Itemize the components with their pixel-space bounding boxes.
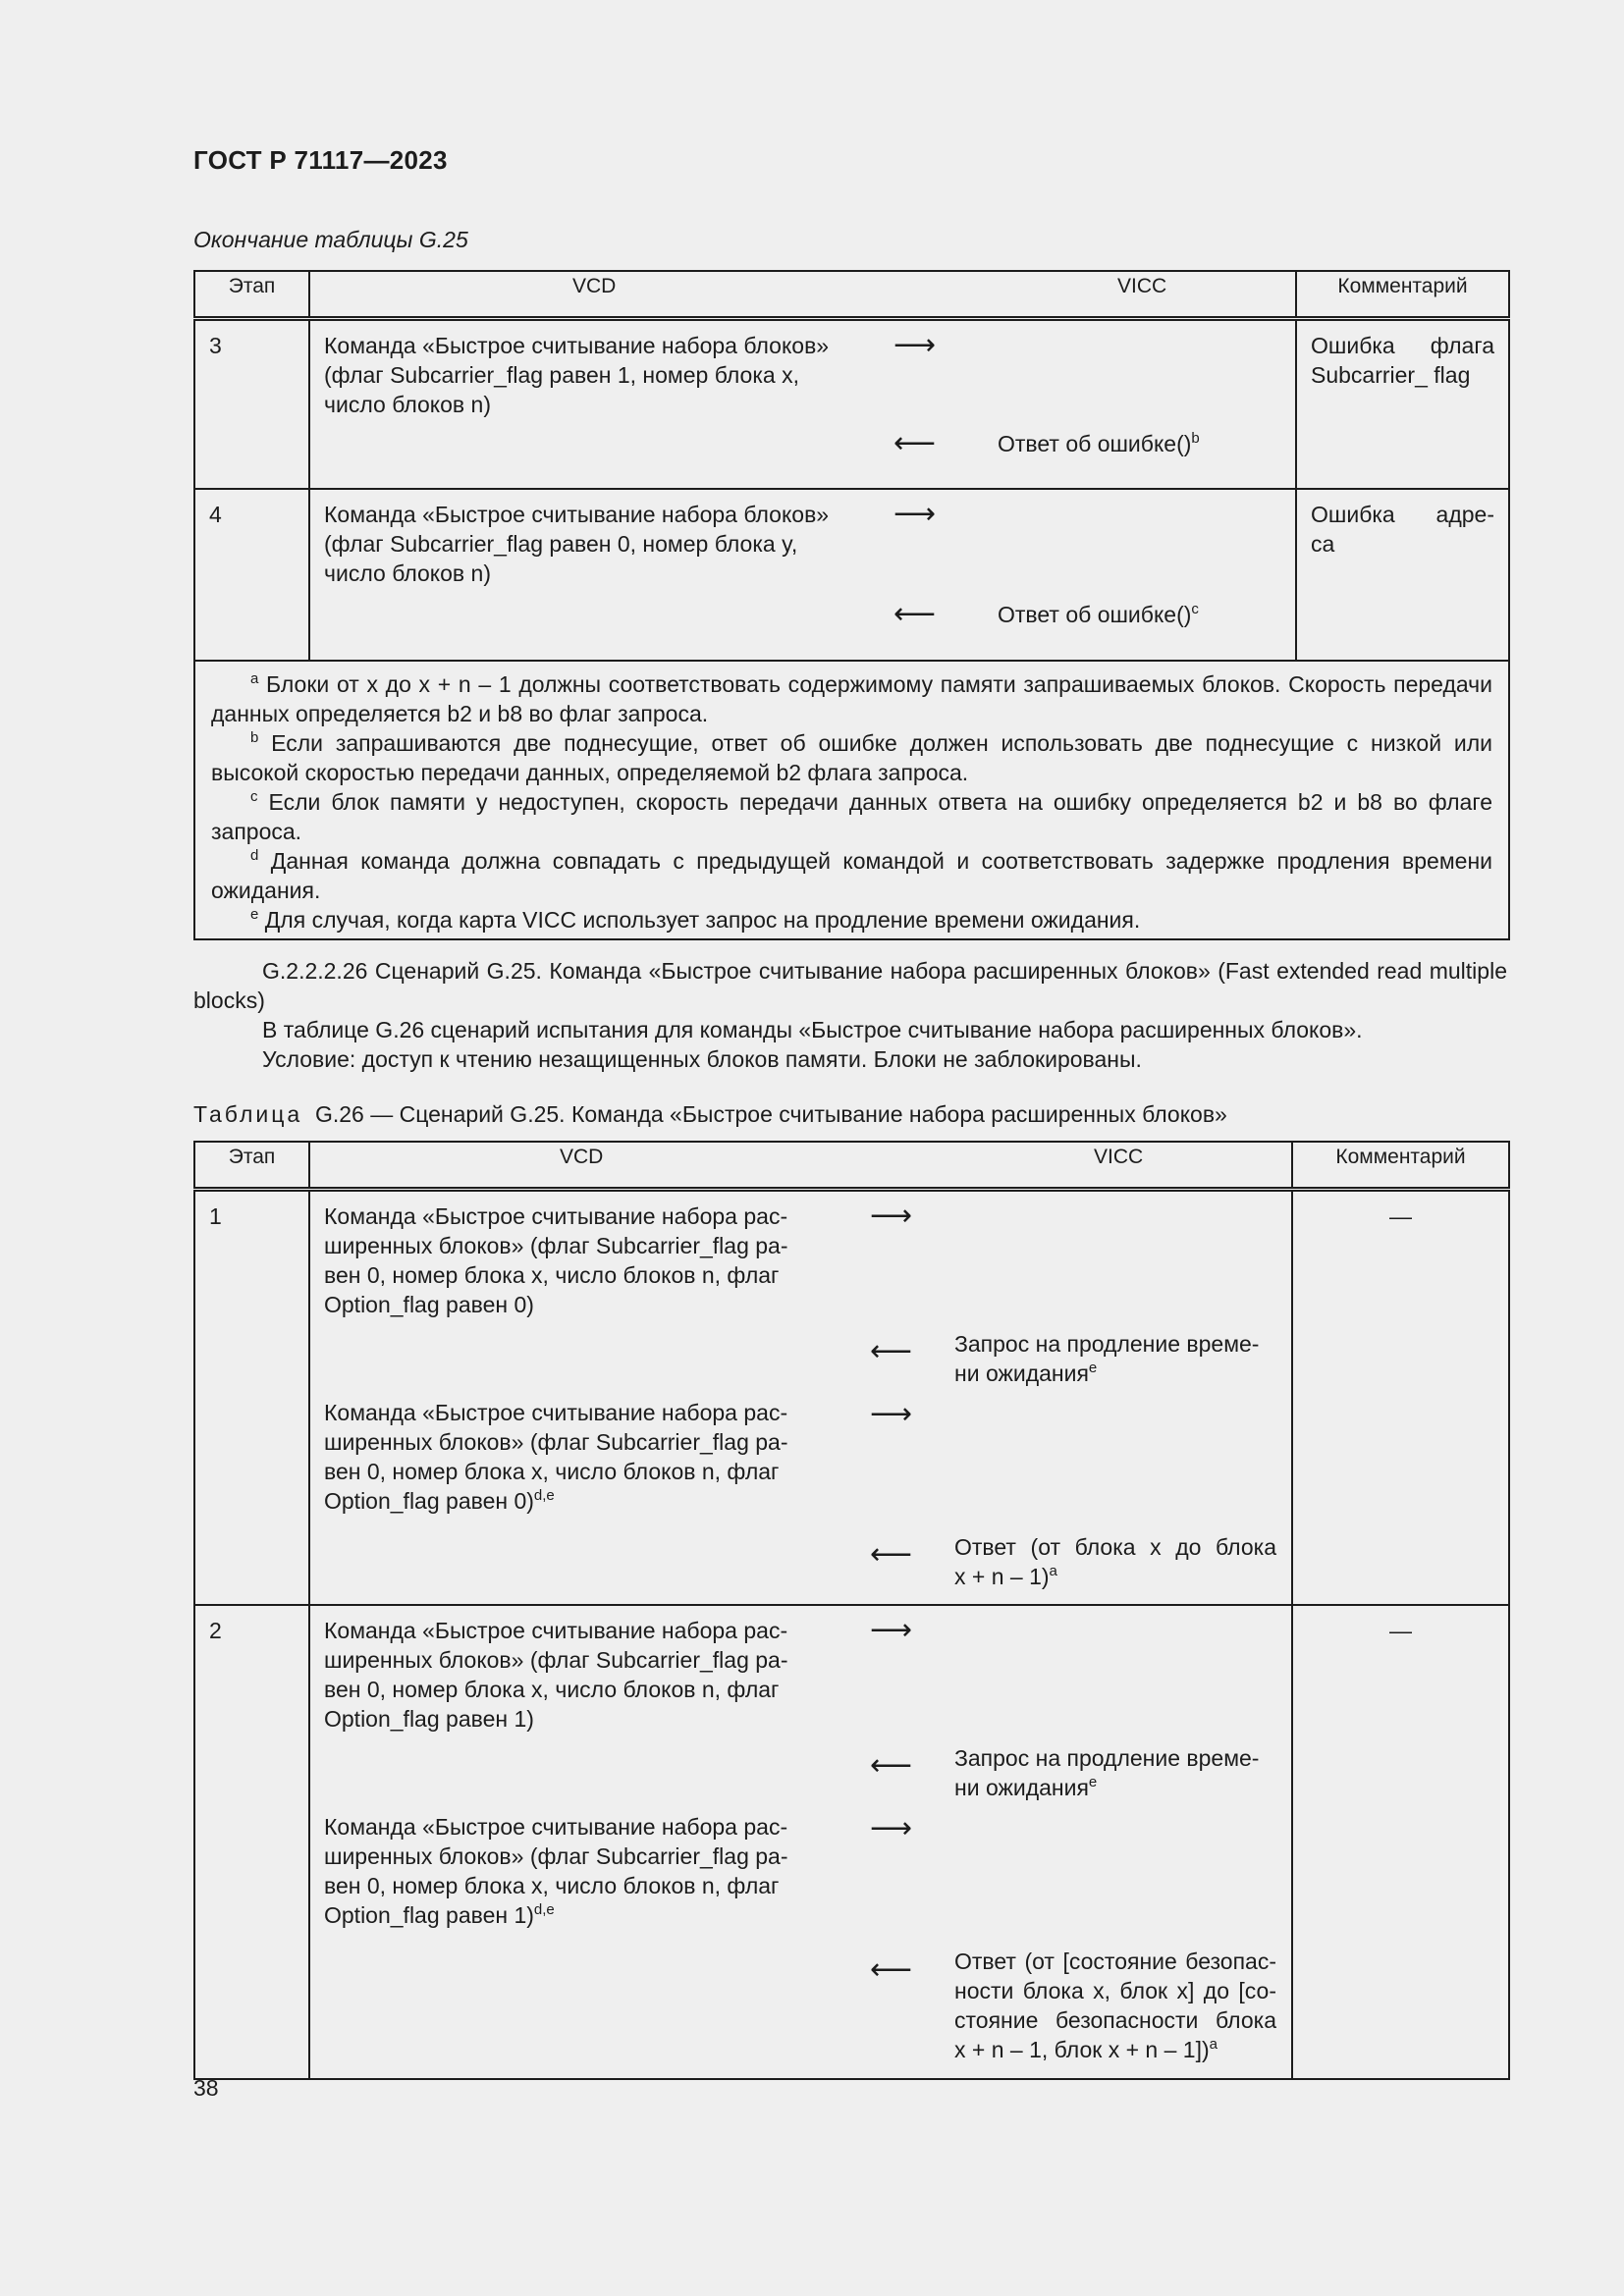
comment-cell: —	[1292, 1605, 1509, 2079]
comment-cell: —	[1292, 1190, 1509, 1606]
page-number: 38	[193, 2075, 219, 2101]
arrow-left-icon: ⟵	[893, 598, 937, 630]
vicc-response: Ответ (от блока x до блока x + n – 1)$^a$	[954, 1534, 1276, 1589]
table-row	[194, 1190, 1509, 1606]
arrow-left-icon: ⟵	[870, 1335, 913, 1367]
table-notes-row	[194, 661, 1509, 939]
vcd-command: Команда «Быстрое считывание набора блоков» (флаг Subcarrier_flag равен 1, номер блока x, число блоков n)	[324, 333, 830, 417]
vcd-command: Команда «Быстрое считывание набора рас- ширенных блоков» (флаг Subcarrier_flag ра- вен 0, номер блока x, число блоков n, флаг Option_flag равен 0)	[324, 1203, 788, 1317]
etap-cell: 3	[194, 319, 309, 490]
vicc-response: Ответ (от [состояние безопас- ности блока x, блок x] до [со- стояние безопасности блока x + n – 1, блок x + n – 1])$^a$	[954, 1949, 1276, 2062]
vicc-response: Ответ об ошибке()$^c$	[998, 601, 1199, 627]
header-comment: Комментарий	[1296, 271, 1509, 319]
condition-paragraph: Условие: доступ к чтению незащищенных блоков памяти. Блоки не заблокированы.	[262, 1046, 1142, 1072]
vicc-response: Запрос на продление време- ни ожидания$^e$	[954, 1331, 1260, 1386]
arrow-right-icon: ⟶	[870, 1614, 913, 1646]
footnote-d: $^d$ Данная команда должна совпадать с предыдущей командой и соответствовать задержке продления времени ожидания.	[211, 847, 1493, 903]
arrow-right-icon: ⟶	[893, 498, 937, 530]
table-header-row	[194, 1142, 1509, 1190]
vcd-command: Команда «Быстрое считывание набора блоков» (флаг Subcarrier_flag равен 0, номер блока y, число блоков n)	[324, 502, 830, 586]
header-vcd-vicc	[309, 271, 1296, 319]
table-g25	[193, 270, 1510, 940]
arrow-left-icon: ⟵	[870, 1749, 913, 1782]
arrow-right-icon: ⟶	[870, 1812, 913, 1844]
table-row	[194, 489, 1509, 661]
header-etap: Этап	[194, 271, 309, 319]
vcd-vicc-cell	[309, 489, 1296, 661]
etap-cell: 4	[194, 489, 309, 661]
footnote-e: $^e$ Для случая, когда карта VICC использует запрос на продление времени ожидания.	[250, 906, 1141, 933]
arrow-right-icon: ⟶	[870, 1398, 913, 1430]
header-vicc: VICC	[1094, 1146, 1144, 1168]
vcd-command: Команда «Быстрое считывание набора рас- ширенных блоков» (флаг Subcarrier_flag ра- вен 0, номер блока x, число блоков n, флаг Option_flag равен 1)	[324, 1618, 788, 1732]
table-row	[194, 319, 1509, 490]
header-vicc: VICC	[1117, 275, 1167, 297]
etap-cell: 2	[194, 1605, 309, 2079]
arrow-left-icon: ⟵	[893, 427, 937, 459]
footnote-c: $^c$ Если блок памяти y недоступен, скорость передачи данных ответа на ошибку определяется b2 и b8 во флаге запроса.	[211, 788, 1493, 844]
arrow-right-icon: ⟶	[893, 329, 937, 361]
intro-paragraph: В таблице G.26 сценарий испытания для команды «Быстрое считывание набора расширенных блоков».	[262, 1017, 1363, 1042]
header-vcd: VCD	[572, 275, 617, 297]
vcd-command: Команда «Быстрое считывание набора рас- ширенных блоков» (флаг Subcarrier_flag ра- вен 0, номер блока x, число блоков n, флаг Option_flag равен 0)$^{d,e}$	[324, 1400, 788, 1514]
vicc-response: Запрос на продление време- ни ожидания$^e$	[954, 1745, 1260, 1800]
header-etap: Этап	[194, 1142, 309, 1190]
footnote-a: $^a$ Блоки от x до x + n – 1 должны соответствовать содержимому памяти запрашиваемых блоков. Скорость передачи данных определяется b2 и b8 во флаг запроса.	[211, 670, 1493, 726]
comment-cell: Ошибка адре- са	[1296, 489, 1509, 661]
table-row	[194, 1605, 1509, 2079]
header-vcd-vicc	[309, 1142, 1292, 1190]
vcd-vicc-cell	[309, 1605, 1292, 2079]
header-vcd: VCD	[560, 1146, 604, 1168]
table-g26	[193, 1141, 1510, 2080]
arrow-right-icon: ⟶	[870, 1200, 913, 1232]
vcd-vicc-cell	[309, 1190, 1292, 1606]
comment-cell: Ошибка флага Subcarrier_ flag	[1296, 319, 1509, 490]
section-paragraph: G.2.2.2.26 Сценарий G.25. Команда «Быстрое считывание набора расширенных блоков» (Fast extended read multiple blocks)	[193, 958, 1507, 1013]
arrow-left-icon: ⟵	[870, 1538, 913, 1571]
table-header-row	[194, 271, 1509, 319]
vcd-command: Команда «Быстрое считывание набора рас- ширенных блоков» (флаг Subcarrier_flag ра- вен 0, номер блока x, число блоков n, флаг Option_flag равен 1)$^{d,e}$	[324, 1814, 788, 1928]
standard-title: ГОСТ Р 71117—2023	[193, 145, 448, 175]
table-caption: Таблица G.26 — Сценарий G.25. Команда «Быстрое считывание набора расширенных блоков»	[193, 1101, 1227, 1127]
footnote-b: $^b$ Если запрашиваются две поднесущие, ответ об ошибке должен использовать две поднесущие с низкой или высокой скоростью передачи данных, определяемой b2 флага запроса.	[211, 729, 1493, 785]
arrow-left-icon: ⟵	[870, 1953, 913, 1986]
vcd-vicc-cell	[309, 319, 1296, 490]
etap-cell: 1	[194, 1190, 309, 1606]
table-continuation-label: Окончание таблицы G.25	[193, 227, 468, 252]
table-notes	[194, 661, 1509, 939]
header-comment: Комментарий	[1292, 1142, 1509, 1190]
vicc-response: Ответ об ошибке()$^b$	[998, 430, 1200, 456]
